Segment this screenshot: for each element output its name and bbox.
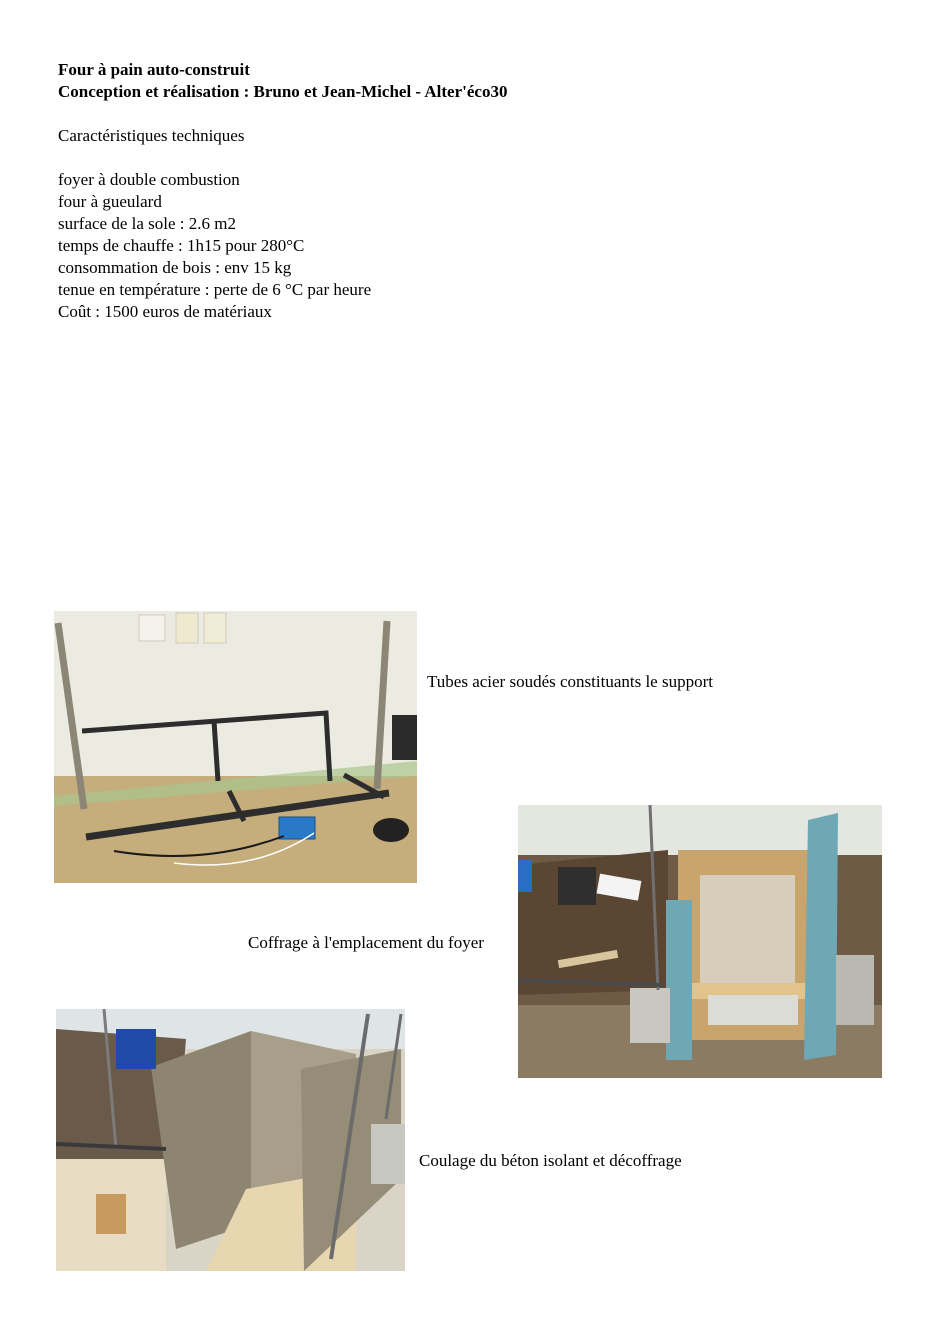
- photo-concrete-casting: [56, 1009, 405, 1271]
- photo-caption: Coulage du béton isolant et décoffrage: [419, 1151, 682, 1170]
- characteristic-item: Coût : 1500 euros de matériaux: [58, 302, 272, 321]
- section-heading: Caractéristiques techniques: [58, 126, 245, 145]
- characteristic-item: four à gueulard: [58, 192, 162, 211]
- photo-caption: Coffrage à l'emplacement du foyer: [248, 933, 484, 952]
- characteristic-item: tenue en température : perte de 6 °C par heure: [58, 280, 372, 299]
- characteristic-item: foyer à double combustion: [58, 170, 240, 189]
- photo-steel-frame: [54, 611, 417, 883]
- characteristic-item: surface de la sole : 2.6 m2: [58, 214, 236, 233]
- characteristic-item: temps de chauffe : 1h15 pour 280°C: [58, 236, 305, 255]
- photo-formwork: [518, 805, 882, 1078]
- characteristic-item: consommation de bois : env 15 kg: [58, 258, 292, 277]
- document-title: Four à pain auto-construit: [58, 60, 250, 79]
- document-subtitle: Conception et réalisation : Bruno et Jean-Michel - Alter'éco30: [58, 82, 508, 101]
- photo-caption: Tubes acier soudés constituants le support: [427, 672, 713, 691]
